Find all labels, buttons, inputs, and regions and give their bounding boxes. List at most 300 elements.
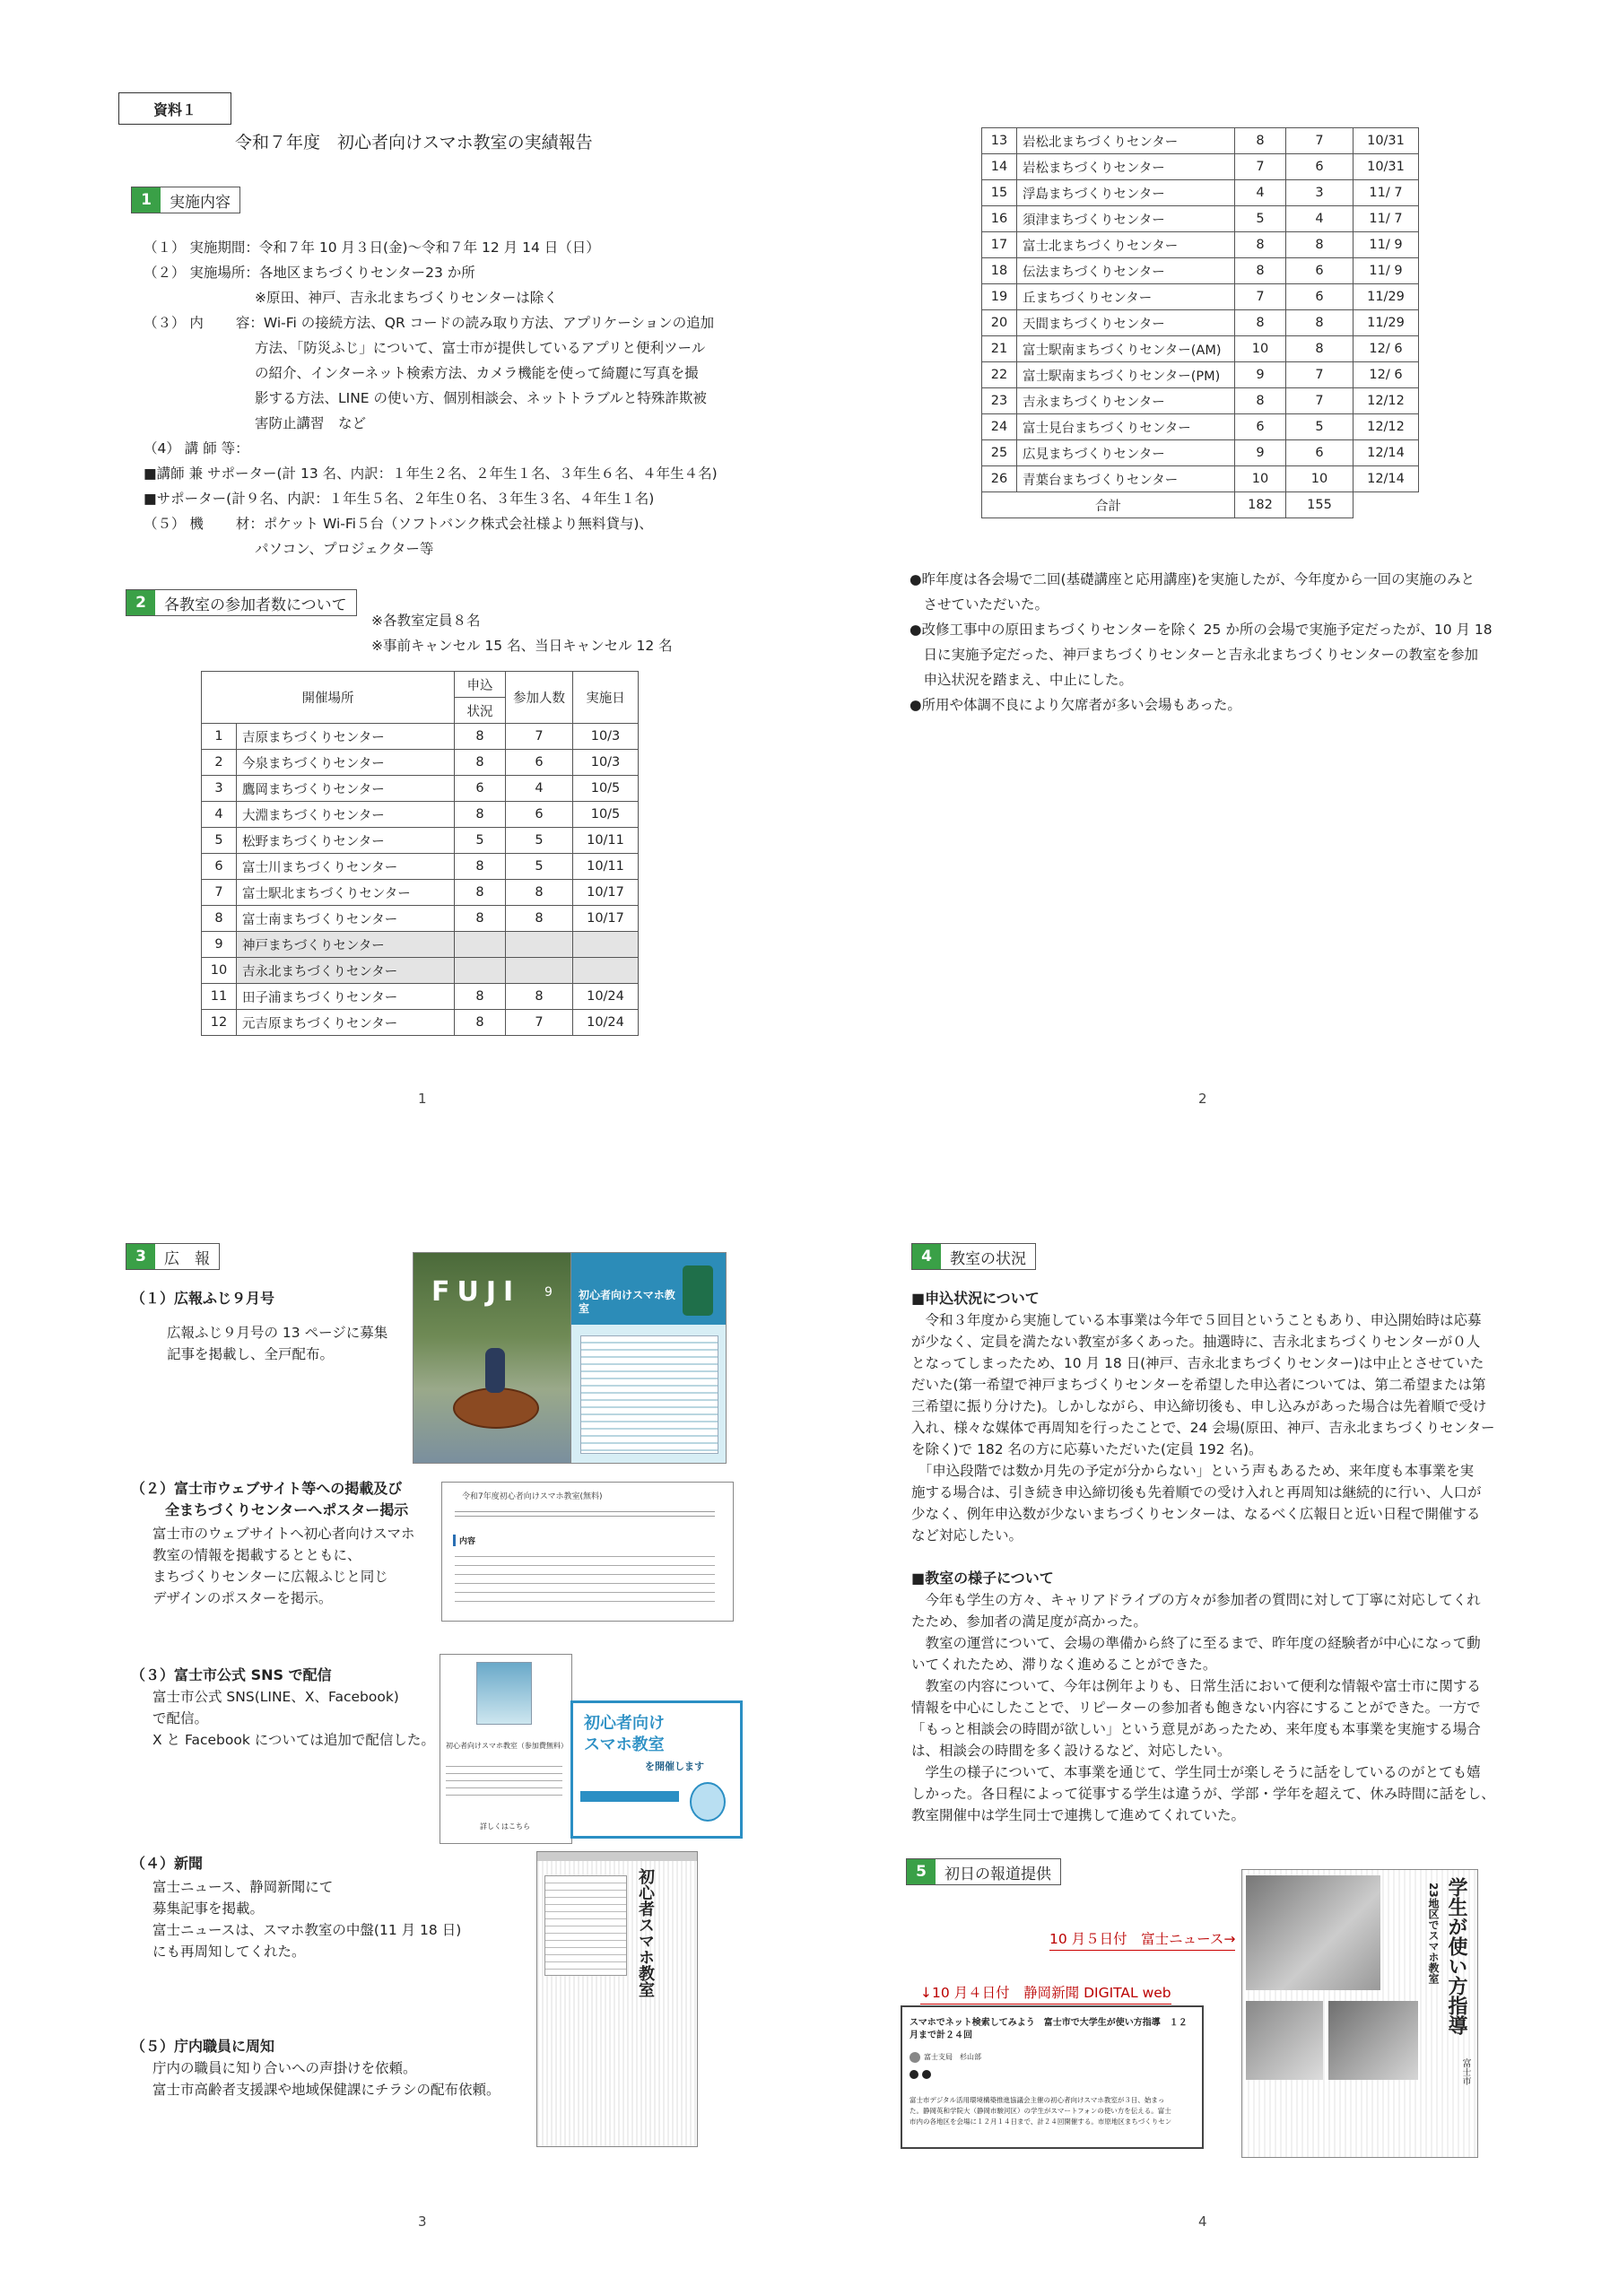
kouhou-fuji-cover-image: [413, 1252, 572, 1464]
text-line: （５） 機 材：ポケット Wi-Fi５台（ソフトバンク株式会社様より無料貸与)、: [144, 516, 653, 532]
text-line: X と Facebook については追加で配信した。: [152, 1732, 435, 1748]
pr-5-body: [152, 2057, 500, 2100]
apply-count: 7: [1235, 154, 1286, 180]
table-row: [982, 466, 1419, 492]
venue-name: 青葉台まちづくりセンター: [1017, 466, 1235, 492]
apply-count: 8: [455, 854, 506, 880]
page-title: 令和７年度 初心者向けスマホ教室の実績報告: [235, 133, 593, 152]
attend-count: 8: [506, 906, 573, 932]
sns-caption: 初心者向けスマホ教室（参加費無料）: [446, 1742, 568, 1750]
section-4-label: [911, 1243, 1036, 1270]
col-header-place: 開催場所: [202, 672, 455, 724]
text-line: （２） 実施場所：各地区まちづくりセンター23 か所: [144, 265, 475, 281]
event-date: 11/ 9: [1354, 232, 1419, 258]
section-title: 初日の報道提供: [944, 1865, 1051, 1883]
attend-count: 8: [1286, 232, 1354, 258]
text-line: 教室の運営について、会場の準備から終了に至るまで、昨年度の経験者が中心になって動: [911, 1635, 1481, 1651]
text-line: 学生の様子について、本事業を通じて、学生同士が楽しそうに話をしているのがとても嬉: [911, 1764, 1481, 1780]
section-2-label: [126, 589, 357, 616]
attend-count: [506, 932, 573, 958]
attend-count: 6: [506, 802, 573, 828]
pr-3-body: [152, 1686, 435, 1751]
section-number: 2: [126, 590, 155, 615]
venue-name: 吉永北まちづくりセンター: [237, 958, 455, 984]
venue-name: 大淵まちづくりセンター: [237, 802, 455, 828]
sns-banner-title-1: 初心者向け: [584, 1714, 665, 1733]
attend-count: 6: [1286, 440, 1354, 466]
poster-title: 初心者向けスマホ教室: [579, 1289, 675, 1315]
venue-table-1: [201, 671, 639, 1036]
table-row: [202, 776, 639, 802]
attend-count: 4: [1286, 206, 1354, 232]
attend-count: 8: [1286, 336, 1354, 362]
section-title: 各教室の参加者数について: [164, 596, 347, 614]
event-date: 12/12: [1354, 388, 1419, 414]
section-title: 教室の状況: [950, 1249, 1026, 1268]
venue-name: 富士駅南まちづくりセンター(AM): [1017, 336, 1235, 362]
section-5-label: [906, 1858, 1061, 1885]
attend-count: 6: [1286, 154, 1354, 180]
venue-name: 浮島まちづくりセンター: [1017, 180, 1235, 206]
text-line: となってしまったため、10 月 18 日(神戸、吉永北まちづくりセンター)は中止とさせていた: [911, 1355, 1484, 1371]
venue-name: 丘まちづくりセンター: [1017, 284, 1235, 310]
website-screenshot: [441, 1482, 734, 1622]
sns-banner-bar: [580, 1791, 679, 1802]
table-row: [202, 802, 639, 828]
fuji-news-caption: 10 月５日付 富士ニュース→: [1049, 1928, 1235, 1951]
event-date: [573, 932, 639, 958]
text-line: （１） 実施期間：令和７年 10 月３日(金)〜令和７年 12 月 14 日（日）: [144, 239, 600, 256]
note-line: 申込状況を踏まえ、中止にした。: [910, 672, 1133, 688]
cancel-note: ※事前キャンセル 15 名、当日キャンセル 12 名: [371, 638, 673, 654]
share-icon[interactable]: [910, 2070, 918, 2079]
attend-count: 7: [1286, 362, 1354, 388]
text-line: デザインのポスターを掲示。: [152, 1590, 333, 1606]
pr-3-title: （３）富士市公式 SNS で配信: [131, 1666, 332, 1683]
section-number: 3: [126, 1244, 155, 1269]
venue-name: 富士川まちづくりセンター: [237, 854, 455, 880]
venue-name: 鷹岡まちづくりセンター: [237, 776, 455, 802]
table-row: [982, 310, 1419, 336]
row-number: 6: [202, 854, 237, 880]
section-number: 1: [132, 187, 161, 213]
news-city: 富士市: [1460, 2058, 1470, 2085]
event-date: 12/ 6: [1354, 362, 1419, 388]
text-line: たため、参加者の満足度が高かった。: [911, 1613, 1147, 1630]
table-row: [202, 984, 639, 1010]
section-title: 実施内容: [170, 193, 231, 212]
event-date: 12/14: [1354, 466, 1419, 492]
venue-table-2: [981, 127, 1419, 518]
article-author: 富士支局 杉山部: [924, 2053, 981, 2061]
note-line: 日に実施予定だった、神戸まちづくりセンターと吉永北まちづくりセンターの教室を参加: [910, 647, 1478, 663]
table-row: [982, 388, 1419, 414]
col-header-date: 実施日: [573, 672, 639, 724]
text-line: 庁内の職員に知り合いへの声掛けを依頼。: [152, 2060, 417, 2076]
table-row: [982, 232, 1419, 258]
pr-2-body: [152, 1523, 415, 1609]
poster-schedule: [580, 1335, 718, 1454]
newspaper-table: [544, 1875, 627, 1976]
text-line: 教室の内容について、今年は例年よりも、日常生活において便利な情報や富士市に関する: [911, 1678, 1481, 1694]
table-row: [202, 724, 639, 750]
venue-name: 元吉原まちづくりセンター: [237, 1010, 455, 1036]
attend-count: 6: [506, 750, 573, 776]
event-date: 10/11: [573, 828, 639, 854]
row-number: 18: [982, 258, 1017, 284]
apply-count: 8: [455, 984, 506, 1010]
table-row: [202, 932, 639, 958]
text-line: を除く)で 182 名の方に応募いただいた(定員 192 名)。: [911, 1441, 1263, 1457]
note-line: ●所用や体調不良により欠席者が多い会場もあった。: [910, 697, 1241, 713]
event-date: 11/29: [1354, 310, 1419, 336]
venue-name: 天間まちづくりセンター: [1017, 310, 1235, 336]
news-photo-1: [1246, 1875, 1380, 1990]
venue-name: 岩松まちづくりセンター: [1017, 154, 1235, 180]
text-line: まちづくりセンターに広報ふじと同じ: [152, 1569, 388, 1585]
text-line: 富士ニュースは、スマホ教室の中盤(11 月 18 日): [152, 1922, 462, 1938]
text-line: パソコン、プロジェクター等: [144, 541, 434, 557]
venue-name: 富士見台まちづくりセンター: [1017, 414, 1235, 440]
event-date: 11/ 7: [1354, 206, 1419, 232]
event-date: [573, 958, 639, 984]
text-line: 「申込段階では数か月先の予定が分からない」という声もあるため、来年度も本事業を実: [911, 1463, 1475, 1479]
text-line: 入れ、様々な媒体で再周知を行ったことで、24 会場(原田、神戸、吉永北まちづくりセンター: [911, 1420, 1495, 1436]
sns-banner-title-2: スマホ教室: [584, 1735, 665, 1754]
section-title: 広 報: [164, 1249, 210, 1268]
row-number: 24: [982, 414, 1017, 440]
table-row: [982, 180, 1419, 206]
apply-count: 5: [1235, 206, 1286, 232]
apply-count: 8: [455, 750, 506, 776]
table-row: [202, 958, 639, 984]
total-apply: 182: [1235, 492, 1286, 518]
newspaper-clip-image: [536, 1851, 698, 2147]
row-number: 19: [982, 284, 1017, 310]
apply-count: 8: [1235, 232, 1286, 258]
web-lines: [455, 1511, 715, 1520]
venue-name: 広見まちづくりセンター: [1017, 440, 1235, 466]
attend-count: 10: [1286, 466, 1354, 492]
note-line: ●改修工事中の原田まちづくりセンターを除く 25 か所の会場で実施予定だったが、10 月 18: [910, 622, 1493, 638]
newspaper-header: [537, 1852, 697, 1861]
apply-count: 8: [1235, 258, 1286, 284]
event-date: 12/12: [1354, 414, 1419, 440]
attend-count: 7: [506, 724, 573, 750]
text-line: で配信。: [152, 1710, 209, 1726]
sns-banner-image: [570, 1700, 743, 1839]
sns-thumb: [476, 1662, 532, 1725]
text-line: 影する方法、LINE の使い方、個別相談会、ネットトラブルと特殊詐欺被: [144, 390, 707, 406]
web-title: 令和7年度初心者向けスマホ教室(無料): [462, 1492, 603, 1501]
event-date: 10/5: [573, 802, 639, 828]
attend-count: 4: [506, 776, 573, 802]
page-number: 2: [1198, 1091, 1207, 1107]
text-line: 「もっと相談会の時間が欲しい」という意見があったため、来年度も本事業を実施する場合: [911, 1721, 1481, 1737]
attend-count: 5: [506, 828, 573, 854]
sub-heading: ■教室の様子について: [911, 1570, 1054, 1587]
event-date: 11/ 7: [1354, 180, 1419, 206]
attend-count: 6: [1286, 258, 1354, 284]
apply-count: 8: [1235, 128, 1286, 154]
note-line: させていただいた。: [910, 596, 1049, 613]
sns-text: [446, 1766, 562, 1802]
table-row: [202, 906, 639, 932]
web-heading: 内容: [453, 1535, 475, 1546]
row-number: 20: [982, 310, 1017, 336]
row-number: 15: [982, 180, 1017, 206]
row-number: 9: [202, 932, 237, 958]
apply-count: 10: [1235, 466, 1286, 492]
event-date: 10/5: [573, 776, 639, 802]
event-date: 10/11: [573, 854, 639, 880]
capacity-note: ※各教室定員８名: [371, 613, 481, 629]
venue-name: 富士北まちづくりセンター: [1017, 232, 1235, 258]
table-row: [982, 284, 1419, 310]
venue-name: 吉永まちづくりセンター: [1017, 388, 1235, 414]
poster-image: [570, 1252, 727, 1464]
text-line: 富士市高齢者支援課や地域保健課にチラシの配布依頼。: [152, 2082, 500, 2098]
attend-count: [506, 958, 573, 984]
row-number: 3: [202, 776, 237, 802]
total-attend: 155: [1286, 492, 1354, 518]
tub-shape: [453, 1387, 539, 1429]
pr-2-title-cont: 全まちづくりセンターへポスター掲示: [165, 1501, 409, 1518]
text-line: 募集記事を掲載。: [152, 1900, 265, 1917]
apply-count: 8: [455, 802, 506, 828]
col-header-apply: 申込: [455, 672, 506, 698]
row-number: 2: [202, 750, 237, 776]
magazine-logo: FUJI: [431, 1276, 521, 1308]
text-line: 情報を中心にしたことで、リピーターの参加者も飽きない内容にすることができた。一方で: [911, 1700, 1481, 1716]
table-row: [982, 128, 1419, 154]
pr-5-title: （５）庁内職員に周知: [131, 2038, 275, 2055]
text-line: 富士市公式 SNS(LINE、X、Facebook): [152, 1689, 399, 1705]
shizuoka-web-article: [901, 2005, 1204, 2149]
article-title-cont: 月まで計２４回: [910, 2031, 972, 2040]
sns-banner-sub: を開催します: [645, 1761, 704, 1772]
article-body-2: た。静岡英和学院大（静岡市駿河区）の学生がスマートフォンの使い方を伝える。富士: [910, 2107, 1171, 2115]
table-row: [982, 258, 1419, 284]
venue-name: 富士駅南まちづくりセンター(PM): [1017, 362, 1235, 388]
event-date: 10/3: [573, 724, 639, 750]
text-line: 三希望に振り分けた)。しかしながら、申込締切後も、申し込みがあった場合は先着順で受け: [911, 1398, 1487, 1414]
apply-count: 6: [1235, 414, 1286, 440]
news-photo-3: [1328, 2001, 1418, 2080]
text-line: 施する場合は、引き続き申込締切後も先着順での受け入れと再周知は継続的に行い、人口が: [911, 1484, 1482, 1500]
apply-count: 8: [455, 880, 506, 906]
event-date: 12/14: [1354, 440, 1419, 466]
row-number: 5: [202, 828, 237, 854]
text-line: 教室開催中は学生同士で連携して進めてくれていた。: [911, 1807, 1246, 1823]
row-number: 12: [202, 1010, 237, 1036]
row-number: 11: [202, 984, 237, 1010]
row-number: 17: [982, 232, 1017, 258]
section-3-label: [126, 1243, 220, 1270]
event-date: 10/24: [573, 1010, 639, 1036]
attend-count: 8: [506, 984, 573, 1010]
section-1-body: [144, 237, 718, 560]
venue-name: 須津まちづくりセンター: [1017, 206, 1235, 232]
apply-count: 8: [455, 724, 506, 750]
article-body-1: 富士市デジタル活用環境構築推進協議会主催の初心者向けスマホ教室が３日、始まっ: [910, 2096, 1165, 2104]
apply-count: 6: [455, 776, 506, 802]
text-line: しかった。各日程によって従事する学生は違うが、学部・学年を超えて、休み時間に話をし、: [911, 1786, 1495, 1802]
attend-count: 5: [1286, 414, 1354, 440]
text-line: 記事を掲載し、全戸配布。: [167, 1346, 335, 1362]
pr-2-title: （２）富士市ウェブサイト等への掲載及び: [131, 1480, 403, 1497]
venue-name: 神戸まちづくりセンター: [237, 932, 455, 958]
text-line: 令和３年度から実施している本事業は今年で５回目ということもあり、申込開始時は応募: [911, 1312, 1482, 1328]
text-line: いてくれたため、滞りなく進めることができた。: [911, 1657, 1217, 1673]
table-row: [982, 362, 1419, 388]
blank-cell: [1354, 492, 1419, 518]
row-number: 7: [202, 880, 237, 906]
table-row: [982, 336, 1419, 362]
col-header-apply-sub: 状況: [455, 698, 506, 724]
event-date: 10/3: [573, 750, 639, 776]
text-line: が少なく、定員を満たない教室が多くあった。抽選時に、吉永北まちづくりセンターが０人: [911, 1334, 1481, 1350]
apply-count: 9: [1235, 362, 1286, 388]
text-line: にも再周知してくれた。: [152, 1944, 306, 1960]
row-number: 16: [982, 206, 1017, 232]
apply-count: 8: [455, 906, 506, 932]
event-date: 11/ 9: [1354, 258, 1419, 284]
section-number: 5: [907, 1859, 936, 1884]
venue-name: 今泉まちづくりセンター: [237, 750, 455, 776]
table-row: [202, 828, 639, 854]
text-line: の紹介、インターネット検索方法、カメラ機能を使って綺麗に写真を撮: [144, 365, 699, 381]
text-line: 少なく、例年申込数が少ないまちづくりセンターは、なるべく広報日と近い日程で開催する: [911, 1506, 1481, 1522]
text-line: ■サポーター(計９名、内訳：１年生５名、２年生０名、３年生３名、４年生１名): [144, 491, 655, 507]
row-number: 26: [982, 466, 1017, 492]
row-number: 25: [982, 440, 1017, 466]
magazine-issue: 9: [544, 1285, 553, 1300]
row-number: 14: [982, 154, 1017, 180]
text-line: 教室の情報を掲載するとともに、: [152, 1547, 361, 1563]
row-number: 8: [202, 906, 237, 932]
venue-name: 伝法まちづくりセンター: [1017, 258, 1235, 284]
row-number: 13: [982, 128, 1017, 154]
news-headline: 学生が使い方指導: [1445, 1877, 1467, 2035]
apply-count: 10: [1235, 336, 1286, 362]
row-number: 23: [982, 388, 1017, 414]
table-row: [982, 154, 1419, 180]
page-number: 4: [1198, 2213, 1207, 2230]
web-body: [455, 1556, 715, 1610]
row-number: 10: [202, 958, 237, 984]
text-line: 今年も学生の方々、キャリアドライブの方々が参加者の質問に対して丁寧に対応してくれ: [911, 1592, 1481, 1608]
notes-list: [910, 569, 1493, 716]
event-date: 10/17: [573, 880, 639, 906]
apply-count: 4: [1235, 180, 1286, 206]
news-photo-2: [1246, 2001, 1323, 2080]
text-line: は、相談会の時間を多く設けるなど、対応したい。: [911, 1743, 1232, 1759]
note-line: ●昨年度は各会場で二回(基礎講座と応用講座)を実施したが、今年度から一回の実施のみと: [910, 571, 1475, 587]
attend-count: 5: [506, 854, 573, 880]
phone-shape: [683, 1265, 713, 1316]
row-number: 21: [982, 336, 1017, 362]
event-date: 11/29: [1354, 284, 1419, 310]
mascot-shape: [690, 1782, 726, 1822]
text-line: 害防止講習 など: [144, 415, 367, 431]
venue-name: 吉原まちづくりセンター: [237, 724, 455, 750]
section-4-body: [911, 1288, 1495, 1826]
text-line: など対応したい。: [911, 1527, 1023, 1544]
apply-count: 7: [1235, 284, 1286, 310]
text-line: ※原田、神戸、吉永北まちづくりセンターは除く: [144, 290, 558, 306]
attend-count: 8: [1286, 310, 1354, 336]
total-label: 合計: [982, 492, 1235, 518]
text-line: 広報ふじ９月号の 13 ページに募集: [167, 1325, 388, 1341]
apply-count: 8: [1235, 310, 1286, 336]
doc-tag: 資料１: [118, 92, 231, 125]
apply-count: 8: [1235, 388, 1286, 414]
table-row: [202, 854, 639, 880]
table-row: [202, 880, 639, 906]
venue-name: 田子浦まちづくりセンター: [237, 984, 455, 1010]
page-number: 3: [418, 2213, 427, 2230]
fuji-news-clip: [1241, 1869, 1478, 2158]
row-number: 1: [202, 724, 237, 750]
page-number: 1: [418, 1091, 427, 1107]
attend-count: 7: [1286, 128, 1354, 154]
facebook-icon[interactable]: [922, 2070, 931, 2079]
apply-count: [455, 958, 506, 984]
venue-name: 富士南まちづくりセンター: [237, 906, 455, 932]
newspaper-headline: 初心者スマホ教室: [636, 1868, 655, 1997]
author-icon: [910, 2052, 920, 2063]
table-row: [982, 206, 1419, 232]
col-header-attend: 参加人数: [506, 672, 573, 724]
section-1-label: [131, 187, 240, 213]
section-number: 4: [912, 1244, 941, 1269]
shizuoka-caption: ↓10 月４日付 静岡新聞 DIGITAL web: [920, 1982, 1171, 2005]
event-date: 10/31: [1354, 154, 1419, 180]
venue-name: 松野まちづくりセンター: [237, 828, 455, 854]
attend-count: 7: [506, 1010, 573, 1036]
text-line: 富士市のウェブサイトへ初心者向けスマホ: [152, 1526, 415, 1542]
sns-link[interactable]: 詳しくはこちら: [480, 1822, 530, 1831]
event-date: 12/ 6: [1354, 336, 1419, 362]
pr-4-body: [152, 1876, 461, 1962]
pr-1-title: （１）広報ふじ９月号: [131, 1290, 275, 1307]
attend-count: 6: [1286, 284, 1354, 310]
attend-count: 3: [1286, 180, 1354, 206]
table-row: [982, 440, 1419, 466]
child-shape: [485, 1348, 505, 1393]
table-row: [202, 750, 639, 776]
event-date: 10/24: [573, 984, 639, 1010]
pr-1-body: [167, 1322, 387, 1365]
table-row: [982, 414, 1419, 440]
sub-heading: ■申込状況について: [911, 1290, 1040, 1307]
row-number: 22: [982, 362, 1017, 388]
event-date: 10/17: [573, 906, 639, 932]
sns-post-screenshot: [440, 1654, 572, 1844]
pr-4-title: （４）新聞: [131, 1855, 204, 1872]
attend-count: 7: [1286, 388, 1354, 414]
text-line: ■講師 兼 サポーター(計 13 名、内訳：１年生２名、２年生１名、３年生６名、４年生４名): [144, 465, 718, 482]
apply-count: [455, 932, 506, 958]
table-row: [202, 1010, 639, 1036]
venue-name: 富士駅北まちづくりセンター: [237, 880, 455, 906]
article-title: スマホでネット検索してみよう 富士市で大学生が使い方指導 １２: [910, 2018, 1188, 2028]
text-line: （4） 講 師 等：: [144, 440, 249, 457]
apply-count: 9: [1235, 440, 1286, 466]
attend-count: 8: [506, 880, 573, 906]
event-date: 10/31: [1354, 128, 1419, 154]
